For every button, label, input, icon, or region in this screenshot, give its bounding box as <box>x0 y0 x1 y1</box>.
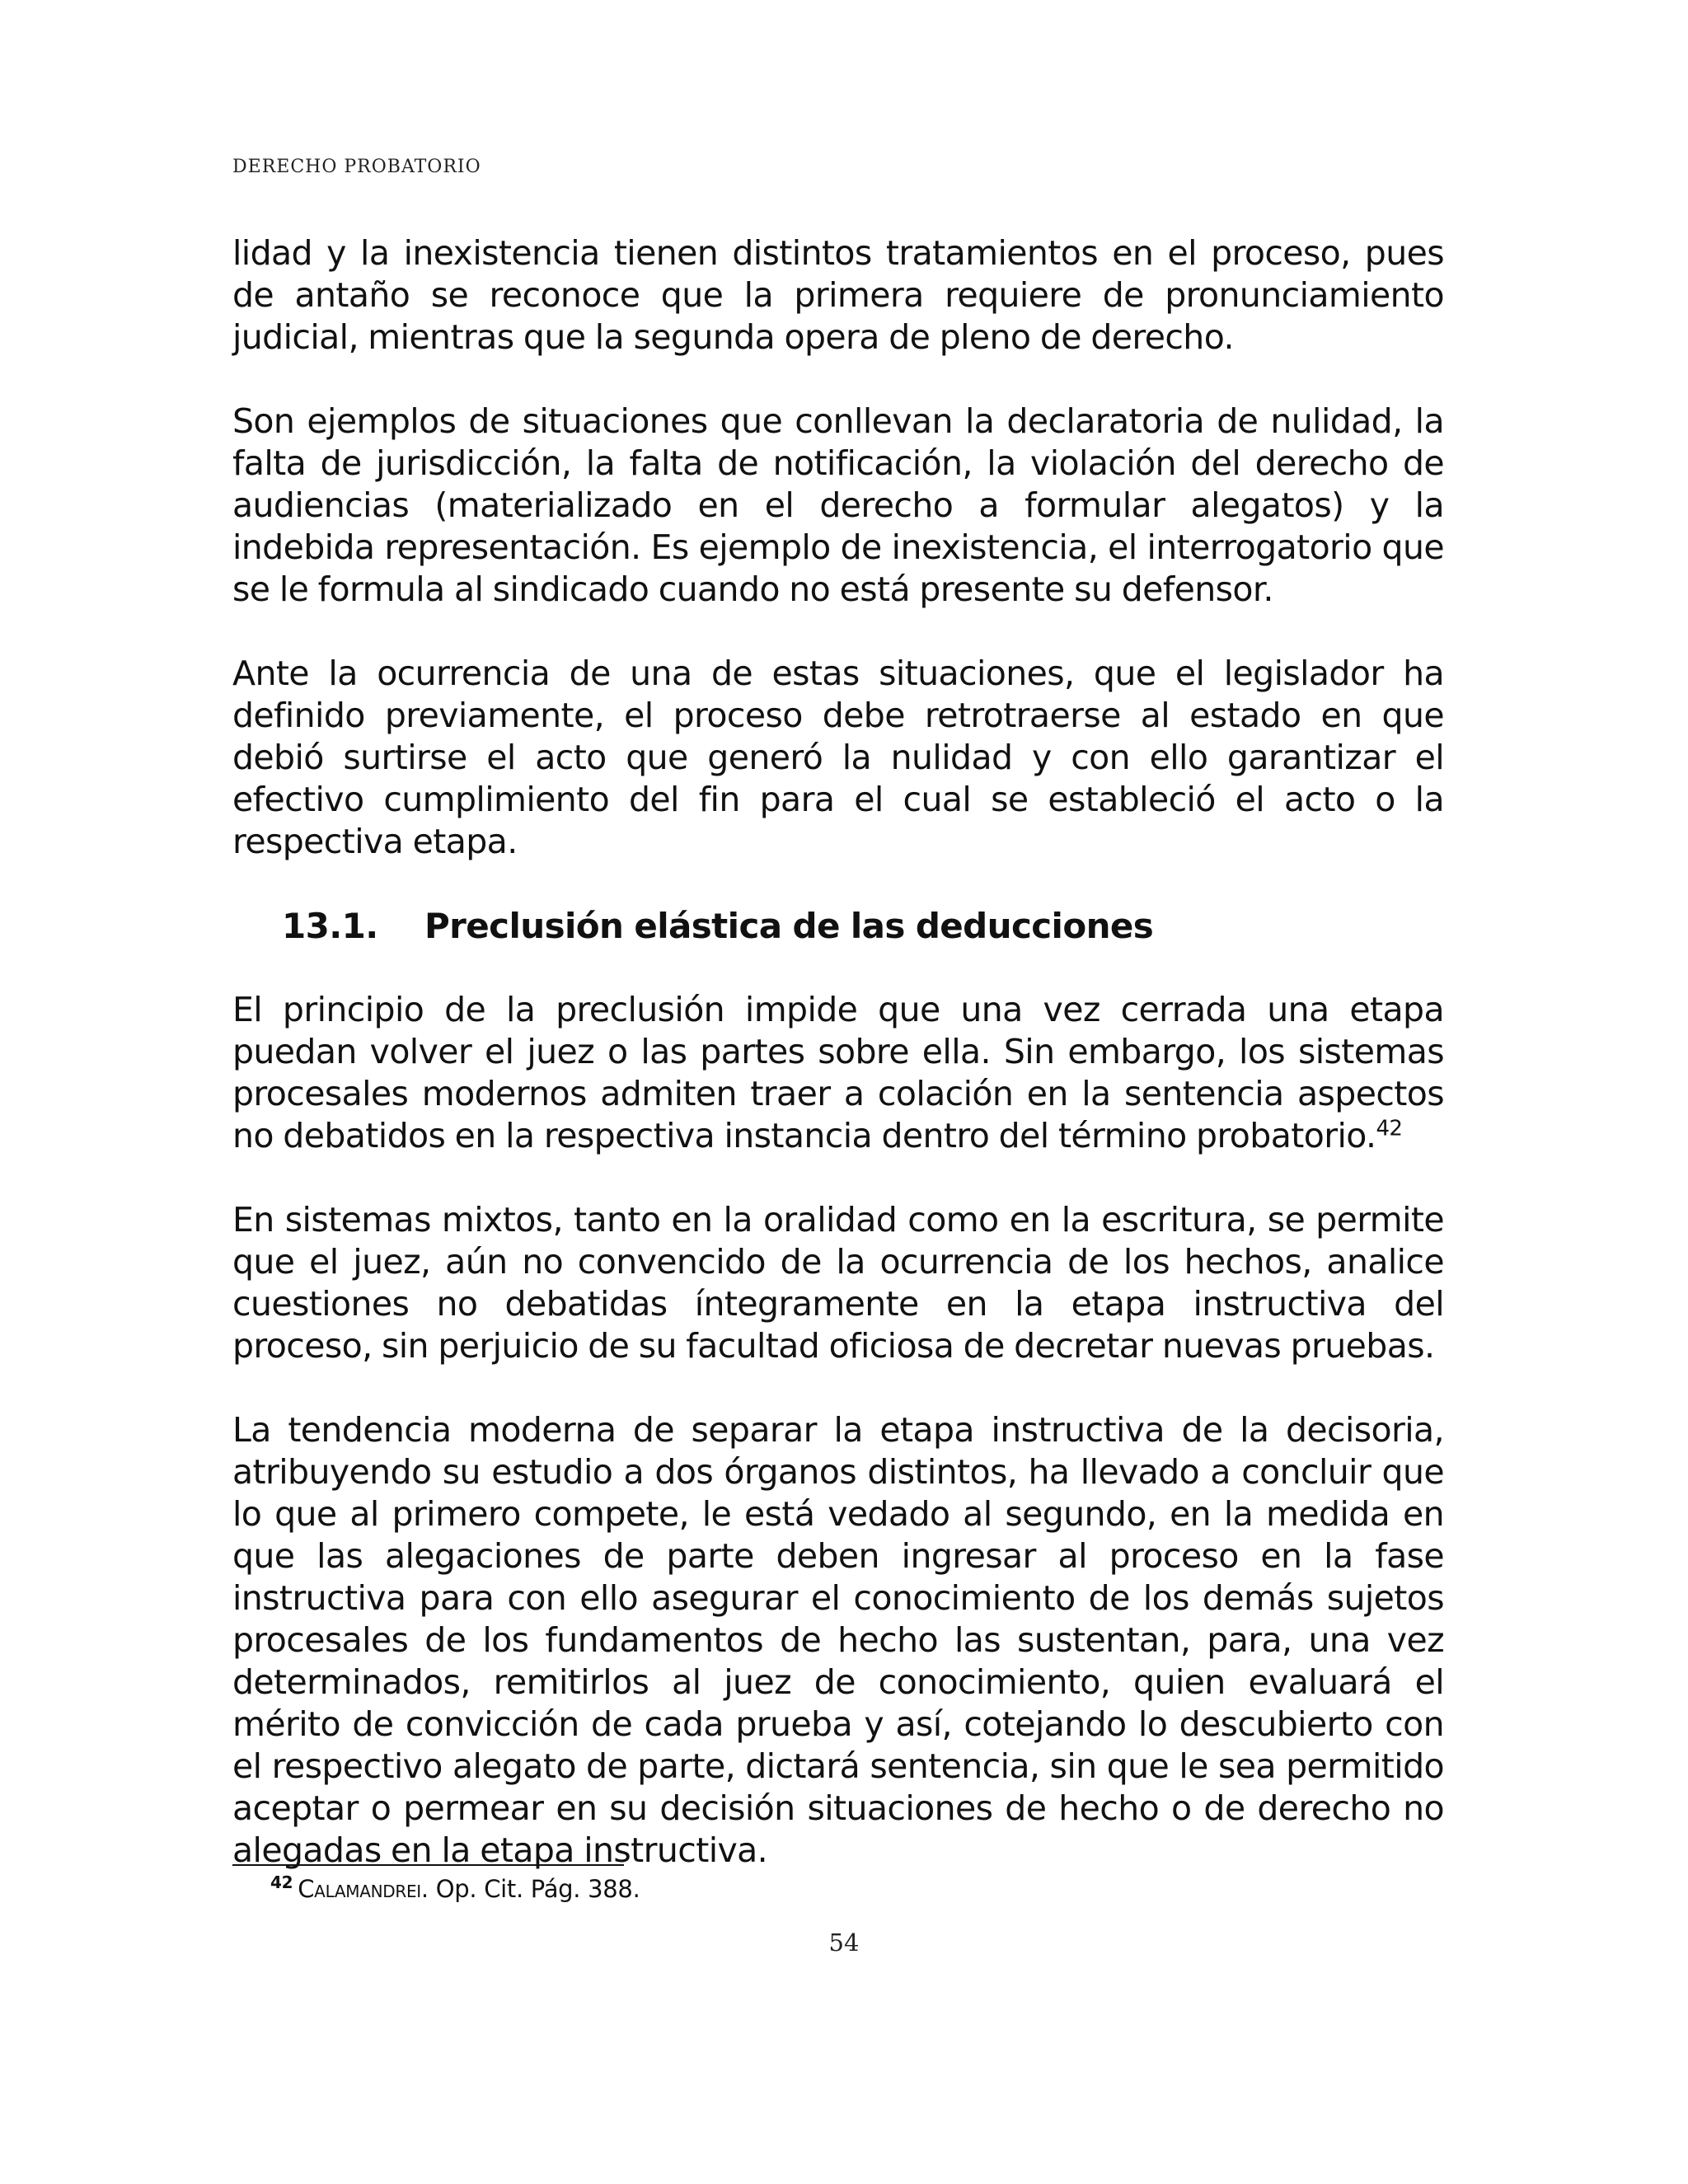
paragraph-3: Ante la ocurrencia de una de estas situaciones, que el legislador ha definido previamente, el proceso debe retrotraerse al estado en que debió surtirse el acto que generó la nulidad y con ello garantizar el efectivo cumplimiento del fin para el cual se estableció el acto o la respectiva etapa. <box>232 654 1444 861</box>
section-number: 13.1. <box>282 906 378 946</box>
footnote-reference[interactable]: 42 <box>1376 1116 1403 1141</box>
paragraph-4 <box>232 989 1444 1157</box>
section-heading <box>282 905 1444 947</box>
footnote-mark: 42 <box>270 1872 293 1893</box>
page-body <box>232 232 1444 1914</box>
paragraph-2: Son ejemplos de situaciones que conllevan la declaratoria de nulidad, la falta de jurisdicción, la falta de notificación, la violación del derecho de audiencias (materializado en el derecho a formular alegatos) y la indebida representación. Es ejemplo de inexistencia, el interrogatorio que se le formula al sindicado cuando no está presente su defensor. <box>232 401 1444 609</box>
footnote-separator <box>232 1864 624 1866</box>
paragraph-1: lidad y la inexistencia tienen distintos tratamientos en el proceso, pues de antaño se reconoce que la primera requiere de pronunciamiento judicial, mientras que la segunda opera de pleno de derecho. <box>232 233 1444 357</box>
paragraph-5: En sistemas mixtos, tanto en la oralidad como en la escritura, se permite que el juez, aún no convencido de la ocurrencia de los hechos, analice cuestiones no debatidas íntegramente en la etapa instructiva del proceso, sin perjuicio de su facultad oficiosa de decretar nuevas pruebas. <box>232 1200 1444 1366</box>
paragraph-6: La tendencia moderna de separar la etapa instructiva de la decisoria, atribuyendo su estudio a dos órganos distintos, ha llevado a concluir que lo que al primero compete, le está vedado al segundo, en la medida en que las alegaciones de parte deben ingresar al proceso en la fase instructiva para con ello asegurar el conocimiento de los demás sujetos procesales de los fundamentos de hecho las sustentan, para, una vez determinados, remitirlos al juez de conocimiento, quien evaluará el mérito de convicción de cada prueba y así, cotejando lo descubierto con el respectivo alegato de parte, dictará sentencia, sin que le sea permitido aceptar o permear en su decisión situaciones de hecho o de derecho no alegadas en la etapa instructiva. <box>232 1410 1444 1870</box>
page-number: 54 <box>828 1929 860 1957</box>
footnote-author: Calamandrei <box>298 1875 421 1903</box>
section-title: Preclusión elástica de las deducciones <box>424 906 1154 946</box>
footnote-text: . Op. Cit. Pág. 388. <box>420 1875 640 1903</box>
running-head: DERECHO PROBATORIO <box>232 157 481 177</box>
footnote <box>270 1872 640 1905</box>
paragraph-4-text: El principio de la preclusión impide que una vez cerrada una etapa puedan volver el juez o las partes sobre ella. Sin embargo, los sistemas procesales modernos admiten traer a colación en la sentencia aspectos no debatidos en la respectiva instancia dentro del término probatorio. <box>232 990 1444 1155</box>
